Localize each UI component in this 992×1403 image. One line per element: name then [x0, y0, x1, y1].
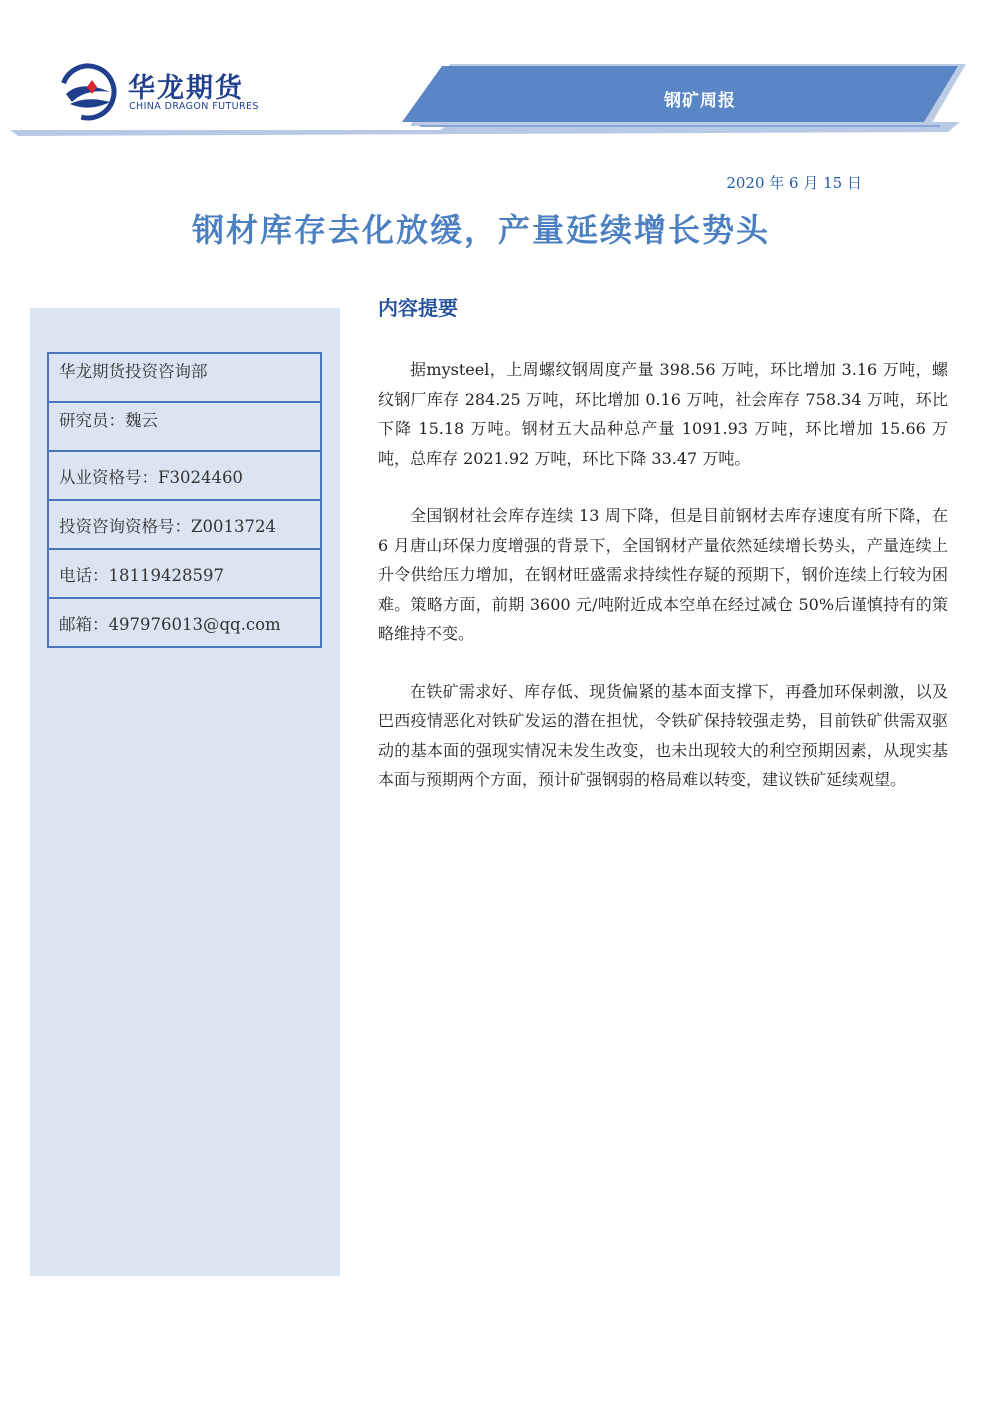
phone-cell: 电话：18119428597: [48, 549, 321, 598]
email-cell: 邮箱：497976013@qq.com: [48, 598, 321, 647]
consulting-qualification-cell: 投资咨询资格号：Z0013724: [48, 500, 321, 549]
department-cell: 华龙期货投资咨询部: [48, 353, 321, 402]
header-banner: [0, 60, 992, 140]
summary-body: [378, 355, 948, 823]
summary-paragraph-1: 据mysteel，上周螺纹钢周度产量 398.56 万吨，环比增加 3.16 万吨，螺纹钢厂库存 284.25 万吨，环比增加 0.16 万吨，社会库存 758.34 万吨，环比下降 15.18 万吨。钢材五大品种总产量 1091.93 万吨，环比增加 15.66 万吨，总库存 2021.92 万吨，环比下降 33.47 万吨。: [378, 360, 948, 468]
report-title: 钢材库存去化放缓，产量延续增长势头: [191, 211, 770, 249]
qualification-number-cell: 从业资格号：F3024460: [48, 451, 321, 500]
report-type-label: 钢矿周报: [664, 91, 736, 111]
brand-name-en: CHINA DRAGON FUTURES: [129, 101, 259, 112]
summary-paragraph-3: 在铁矿需求好、库存低、现货偏紧的基本面支撑下，再叠加环保刺激，以及巴西疫情恶化对铁矿发运的潜在担忧，令铁矿保持较强走势，目前铁矿供需双驱动的基本面的强现实情况未发生改变，也未出现较大的利空预期因素，从现实基本面与预期两个方面，预计矿强钢弱的格局难以转变，建议铁矿延续观望。: [378, 681, 948, 789]
researcher-cell: 研究员：魏云: [48, 402, 321, 451]
contact-info-table: [47, 352, 322, 648]
brand-name-cn: 华龙期货: [128, 73, 244, 104]
report-date: 2020 年 6 月 15 日: [726, 174, 862, 192]
summary-heading: 内容提要: [378, 296, 458, 320]
summary-paragraph-2: 全国钢材社会库存连续 13 周下降，但是目前钢材去库存速度有所下降，在 6 月唐山环保力度增强的背景下，全国钢材产量依然延续增长势头，产量连续上升令供给压力增加，在钢材旺盛需求持续性存疑的预期下，钢价连续上行较为困难。策略方面，前期 3600 元/吨附近成本空单在经过减仓 50%后谨慎持有的策略维持不变。: [378, 506, 948, 643]
